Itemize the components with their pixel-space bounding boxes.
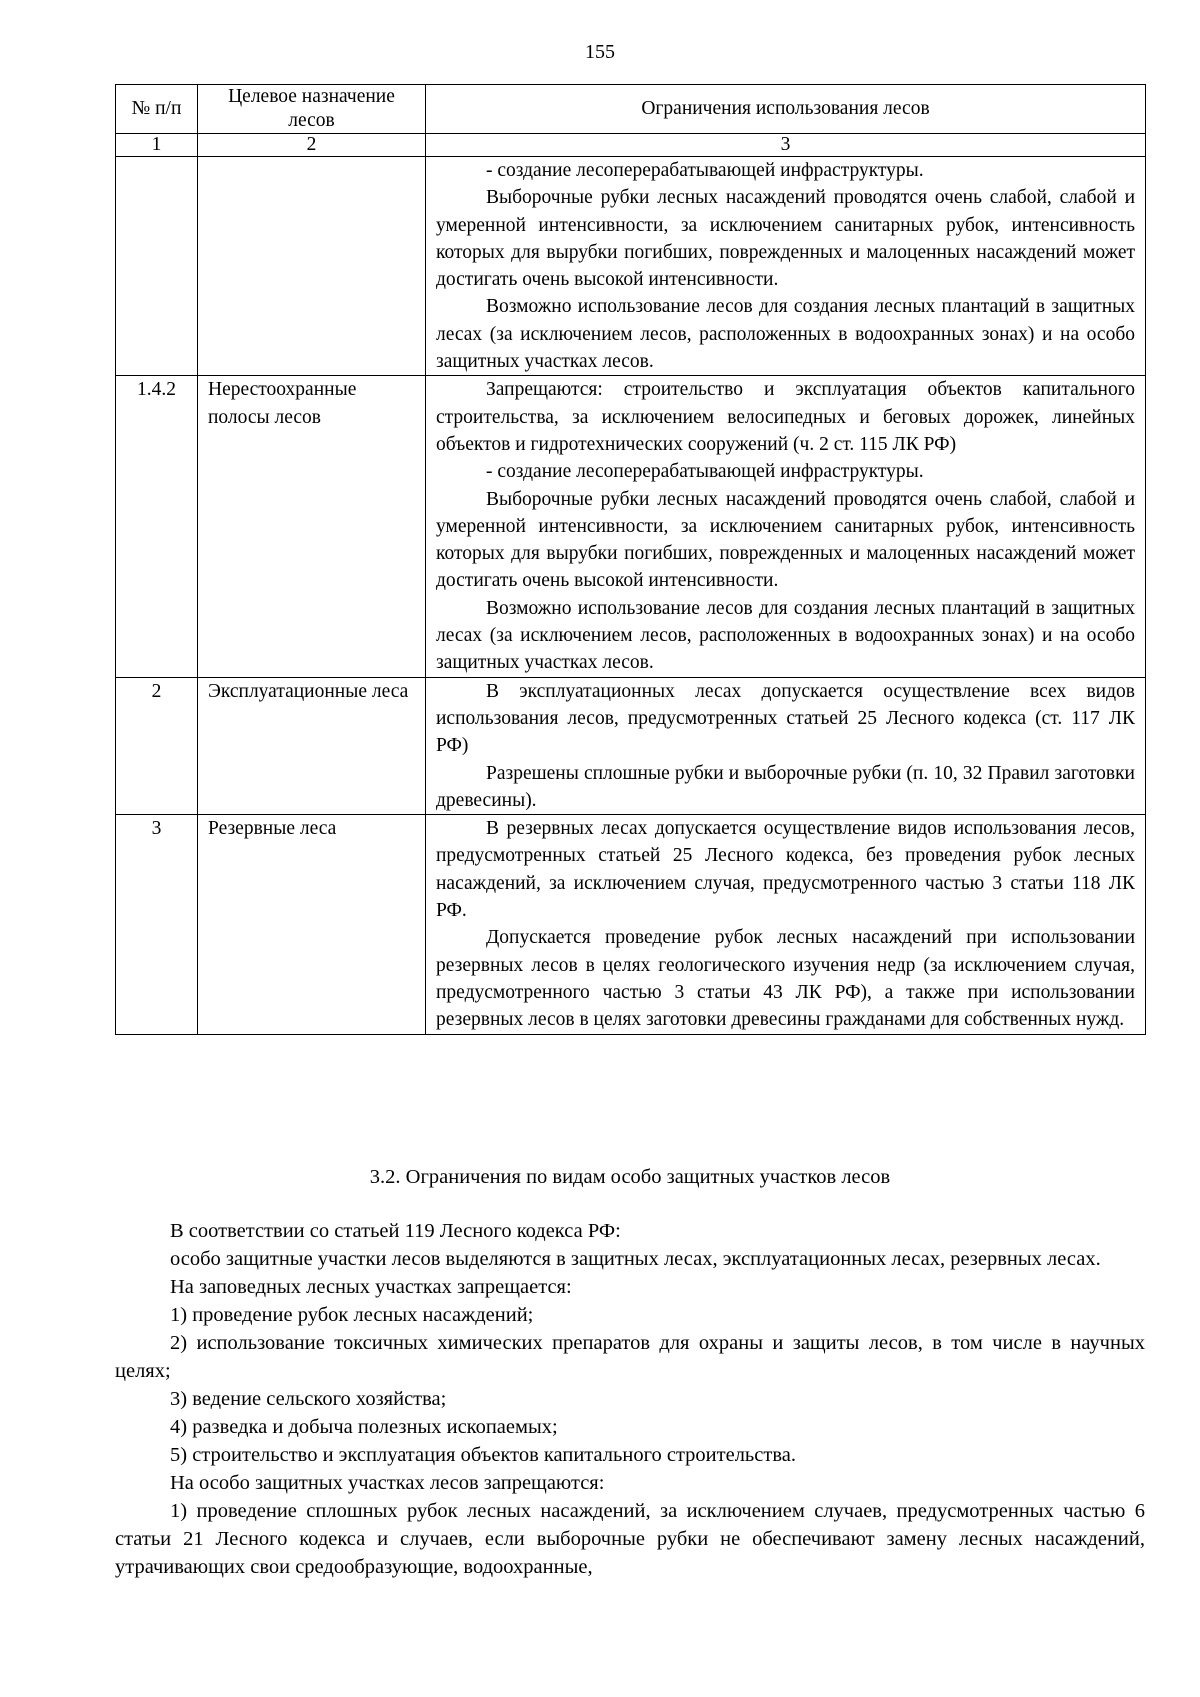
limit-paragraph: В эксплуатационных лесах допускается осуществление всех видов использования лесов, предусмотренных статьей 25 Лесного кодекса (ст. 117 ЛК РФ)	[436, 680, 1135, 757]
limit-paragraph: Допускается проведение рубок лесных насаждений при использовании резервных лесов в целях геологического изучения недр (за исключением случая, предусмотренного частью 3 статьи 43 ЛК РФ), а также при использовании резервных лесов в целях заготовки древесины гражданами для собственных нужд.	[436, 927, 1135, 1031]
body-paragraph: 3) ведение сельского хозяйства;	[170, 1388, 447, 1410]
body-text	[115, 1217, 1145, 1581]
row-purpose: Резервные леса	[198, 815, 426, 1034]
header-purpose: Целевое назначение лесов	[198, 85, 426, 134]
body-paragraph: 5) строительство и эксплуатация объектов капитального строительства.	[170, 1444, 796, 1466]
row-limits	[426, 815, 1146, 1034]
table-row	[116, 815, 1146, 1034]
body-paragraph: В соответствии со статьей 119 Лесного кодекса РФ:	[170, 1220, 621, 1242]
limit-paragraph: Возможно использование лесов для создания лесных плантаций в защитных лесах (за исключением лесов, расположенных в водоохранных зонах) и на особо защитных участках лесов.	[436, 296, 1135, 373]
limit-paragraph: Возможно использование лесов для создания лесных плантаций в защитных лесах (за исключением лесов, расположенных в водоохранных зонах) и на особо защитных участках лесов.	[436, 597, 1135, 674]
body-paragraph: особо защитные участки лесов выделяются в защитных лесах, эксплуатационных лесах, резервных лесах.	[170, 1248, 1101, 1270]
body-paragraph: 1) проведение рубок лесных насаждений;	[170, 1304, 534, 1326]
body-paragraph: 1) проведение сплошных рубок лесных насаждений, за исключением случаев, предусмотренных частью 6 статьи 21 Лесного кодекса и случаев, если выборочные рубки не обеспечивают замену лесных насаждений, утрачивающих свои средообразующие, водоохранные,	[115, 1500, 1145, 1578]
row-limits	[426, 157, 1146, 376]
page-number: 155	[585, 41, 615, 63]
limit-paragraph: - создание лесоперерабатывающей инфраструктуры.	[486, 160, 924, 181]
row-num: 2	[116, 677, 198, 814]
table-header-row	[116, 85, 1146, 134]
column-number: 2	[198, 134, 426, 157]
row-limits	[426, 677, 1146, 814]
limit-paragraph: Разрешены сплошные рубки и выборочные рубки (п. 10, 32 Правил заготовки древесины).	[436, 762, 1135, 811]
row-num: 3	[116, 815, 198, 1034]
column-number-row	[116, 134, 1146, 157]
row-purpose	[198, 157, 426, 376]
limit-paragraph: В резервных лесах допускается осуществление видов использования лесов, предусмотренных статьей 25 Лесного кодекса, без проведения рубок лесных насаждений, за исключением случая, предусмотренного частью 3 статьи 118 ЛК РФ.	[436, 818, 1135, 922]
row-num	[116, 157, 198, 376]
table-row	[116, 376, 1146, 677]
table-row	[116, 157, 1146, 376]
row-purpose: Эксплуатационные леса	[198, 677, 426, 814]
limit-paragraph: - создание лесоперерабатывающей инфраструктуры.	[486, 461, 924, 483]
body-paragraph: На особо защитных участках лесов запрещаются:	[170, 1472, 605, 1494]
row-purpose: Нерестоохранные полосы лесов	[198, 376, 426, 677]
body-paragraph: На заповедных лесных участках запрещается:	[170, 1276, 572, 1298]
row-limits	[426, 376, 1146, 677]
table-row	[116, 677, 1146, 814]
column-number: 3	[426, 134, 1146, 157]
body-paragraph: 4) разведка и добыча полезных ископаемых;	[170, 1416, 558, 1438]
forest-limits-table	[115, 84, 1146, 1035]
column-number: 1	[116, 134, 198, 157]
body-paragraph: 2) использование токсичных химических препаратов для охраны и защиты лесов, в том числе в научных целях;	[115, 1332, 1145, 1382]
header-num: № п/п	[116, 85, 198, 134]
limit-paragraph: Выборочные рубки лесных насаждений проводятся очень слабой, слабой и умеренной интенсивности, за исключением санитарных рубок, интенсивность которых для вырубки погибших, поврежденных и малоценных насаждений может достигать очень высокой интенсивности.	[436, 187, 1135, 291]
limit-paragraph: Выборочные рубки лесных насаждений проводятся очень слабой, слабой и умеренной интенсивности, за исключением санитарных рубок, интенсивность которых для вырубки погибших, поврежденных и малоценных насаждений может достигать очень высокой интенсивности.	[436, 488, 1135, 592]
header-limits: Ограничения использования лесов	[426, 85, 1146, 134]
section-title: 3.2. Ограничения по видам особо защитных участков лесов	[369, 1166, 891, 1188]
limit-paragraph: Запрещаются: строительство и эксплуатация объектов капитального строительства, за исключением велосипедных и беговых дорожек, линейных объектов и гидротехнических сооружений (ч. 2 ст. 115 ЛК РФ)	[436, 379, 1135, 455]
row-num: 1.4.2	[116, 376, 198, 677]
